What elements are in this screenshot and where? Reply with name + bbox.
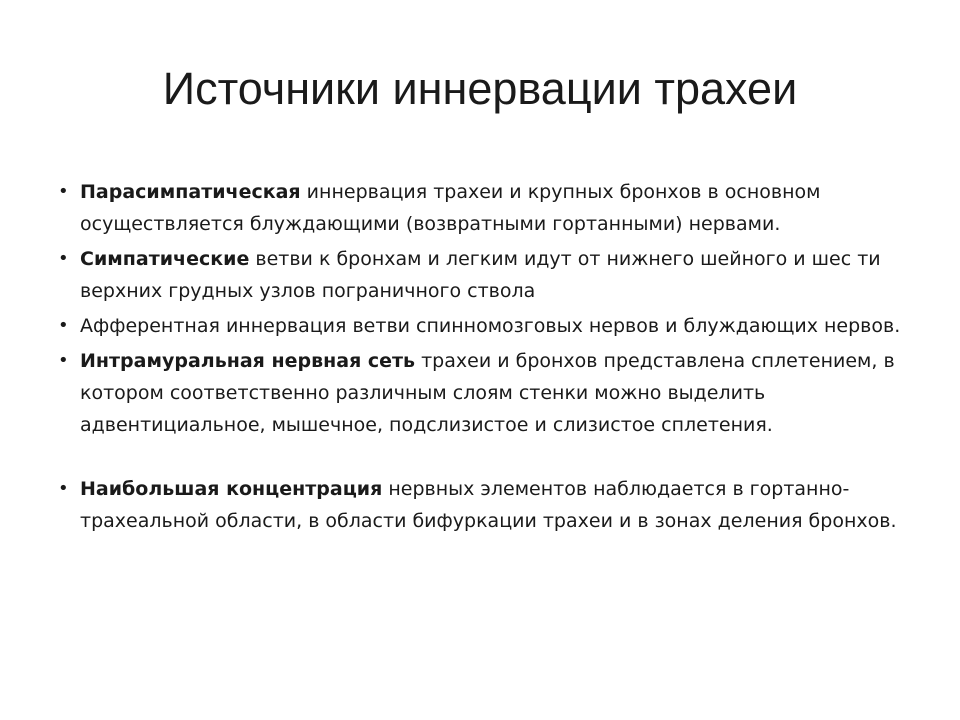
- bullet-marker: •: [58, 315, 69, 336]
- slide-title: Источники иннервации трахеи: [162, 63, 798, 114]
- bullet-text: иннервация трахеи и крупных бронхов в основном осуществляется блуждающими (возвратными гортанными) нервами.: [80, 181, 821, 235]
- bullet-bold-term: Симпатические: [80, 248, 250, 270]
- bullet-item-parasympathetic: [58, 176, 910, 240]
- bullet-item-intramural: [58, 345, 910, 441]
- bullet-marker: •: [58, 248, 69, 269]
- bullet-bold-term: Интрамуральная нервная сеть: [80, 350, 416, 372]
- bullet-marker: •: [58, 181, 69, 202]
- bullet-marker: •: [58, 478, 69, 499]
- bullet-text: Афферентная иннервация ветви спинномозговых нервов и блуждающих нервов.: [80, 315, 901, 337]
- bullet-bold-term: Парасимпатическая: [80, 181, 301, 203]
- bullet-text: ветви к бронхам и легким идут от нижнего шейного и шес ти верхних грудных узлов пограничного ствола: [80, 248, 881, 302]
- bullet-text: нервных элементов наблюдается в гортанно-трахеальной области, в области бифуркации трахеи и в зонах деления бронхов.: [80, 478, 897, 532]
- bullet-list: [58, 176, 910, 540]
- bullet-marker: •: [58, 350, 69, 371]
- bullet-text: трахеи и бронхов представлена сплетением, в котором соответственно различным слоям стенки можно выделить адвентициальное, мышечное, подслизистое и слизистое сплетения.: [80, 350, 895, 436]
- bullet-item-concentration: [58, 473, 910, 537]
- bullet-item-sympathetic: [58, 243, 910, 307]
- bullet-bold-term: Наибольшая концентрация: [80, 478, 383, 500]
- bullet-item-afferent: [58, 310, 910, 342]
